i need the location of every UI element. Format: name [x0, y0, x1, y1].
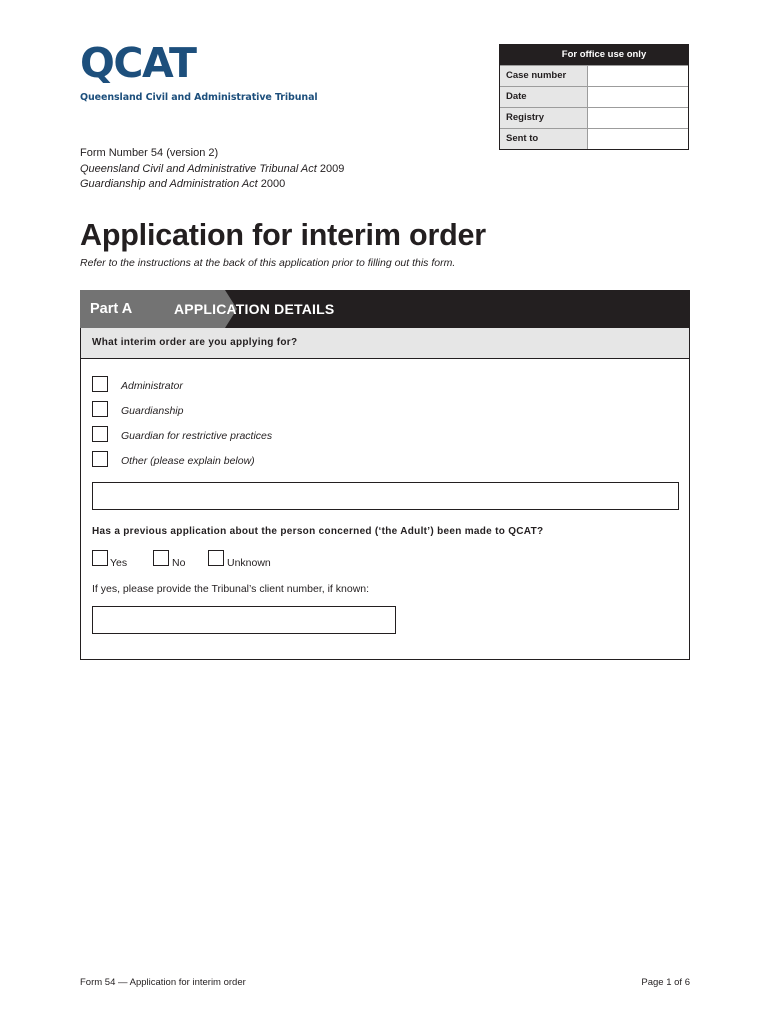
act-name: Queensland Civil and Administrative Tribunal Act — [80, 162, 317, 175]
other-checkbox[interactable] — [92, 451, 108, 467]
no-checkbox[interactable] — [153, 550, 169, 566]
guardian-restrictive-practices-checkbox[interactable] — [92, 426, 108, 442]
footer-form-name: Form 54 — Application for interim order — [80, 977, 246, 988]
guardianship-checkbox[interactable] — [92, 401, 108, 417]
office-use-heading: For office use only — [500, 45, 688, 65]
act-year: 2000 — [260, 178, 286, 190]
office-label: Registry — [500, 108, 588, 128]
logo-subtitle: Queensland Civil and Administrative Tribunal — [80, 92, 318, 103]
office-row-case-number — [500, 65, 688, 86]
part-label: Part A — [90, 301, 133, 317]
office-row-sent-to — [500, 128, 688, 149]
unknown-checkbox[interactable] — [208, 550, 224, 566]
office-row-date — [500, 86, 688, 107]
question-3-text: If yes, please provide the Tribunal’s client number, if known: — [92, 583, 370, 595]
option-label: Administrator — [121, 380, 183, 392]
part-a-banner — [80, 290, 690, 328]
question-bar — [81, 328, 689, 359]
yes-checkbox[interactable] — [92, 550, 108, 566]
option-label: Guardianship — [121, 405, 184, 417]
unknown-label: Unknown — [227, 557, 271, 569]
case-number-field[interactable] — [588, 66, 688, 86]
date-field[interactable] — [588, 87, 688, 107]
act-line-1 — [80, 162, 344, 178]
logo-mark: QCAT — [80, 39, 196, 87]
page-subtitle: Refer to the instructions at the back of this application prior to filling out this form. — [80, 257, 456, 269]
office-label: Date — [500, 87, 588, 107]
client-number-field[interactable] — [92, 606, 396, 634]
act-name: Guardianship and Administration Act — [80, 178, 258, 190]
office-label: Case number — [500, 66, 588, 86]
yes-label: Yes — [110, 557, 128, 569]
other-explain-field[interactable] — [92, 482, 679, 510]
question-2-text: Has a previous application about the person concerned (‘the Adult’) been made to QCAT? — [92, 526, 544, 537]
act-year: 2009 — [319, 162, 345, 175]
act-line-2 — [80, 177, 344, 193]
form-meta — [80, 146, 344, 193]
office-label: Sent to — [500, 129, 588, 149]
option-label: Guardian for restrictive practices — [121, 430, 273, 442]
footer-page-number: Page 1 of 6 — [641, 977, 690, 988]
page-title: Application for interim order — [80, 218, 486, 252]
qcat-logo — [80, 40, 318, 103]
part-title: APPLICATION DETAILS — [174, 301, 335, 317]
administrator-checkbox[interactable] — [92, 376, 108, 392]
sent-to-field[interactable] — [588, 129, 688, 149]
option-label: Other (please explain below) — [121, 455, 255, 467]
no-label: No — [172, 557, 186, 569]
registry-field[interactable] — [588, 108, 688, 128]
office-use-box — [499, 44, 689, 150]
question-1-text: What interim order are you applying for? — [92, 337, 298, 348]
application-details-section — [80, 328, 690, 660]
form-number: Form Number 54 (version 2) — [80, 147, 219, 159]
office-row-registry — [500, 107, 688, 128]
